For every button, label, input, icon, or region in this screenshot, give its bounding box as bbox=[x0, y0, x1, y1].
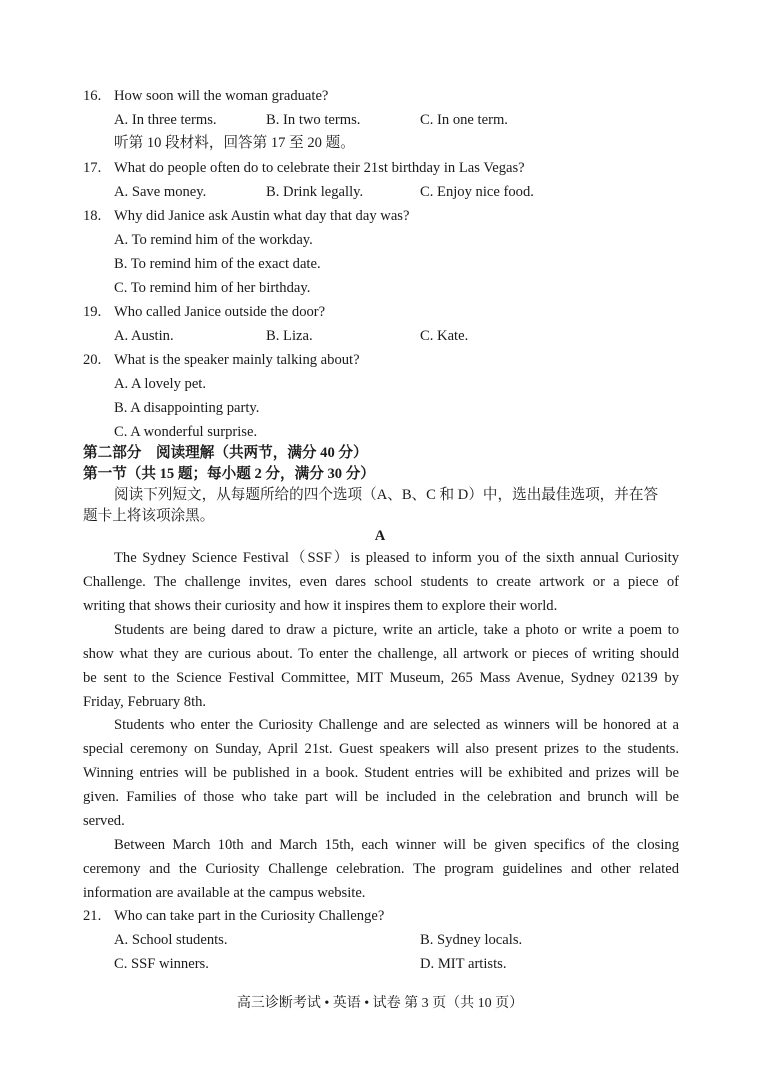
section-heading: 第一节（共 15 题；每小题 2 分，满分 30 分） bbox=[83, 466, 375, 482]
material-note: 听第 10 段材料，回答第 17 至 20 题。 bbox=[114, 135, 355, 151]
option-a: A. A lovely pet. bbox=[114, 376, 207, 392]
question-number: 18. bbox=[83, 208, 102, 224]
option-c: C. A wonderful surprise. bbox=[114, 424, 258, 440]
passage-line: Students are being dared to draw a picture, write an article, take a photo or write a poem to bbox=[114, 622, 679, 638]
option-c: C. To remind him of her birthday. bbox=[114, 280, 311, 296]
passage-line: writing that shows their curiosity and how it inspires them to explore their world. bbox=[83, 598, 558, 614]
question-text: Why did Janice ask Austin what day that day was? bbox=[114, 208, 410, 224]
question-text: How soon will the woman graduate? bbox=[114, 88, 329, 104]
option-c: C. SSF winners. bbox=[114, 956, 209, 972]
passage-line: The Sydney Science Festival（SSF）is pleased to inform you of the sixth annual Curiosity bbox=[114, 550, 679, 566]
passage-line: Students who enter the Curiosity Challenge and are selected as winners will be honored at a bbox=[114, 717, 679, 733]
question-number: 21. bbox=[83, 908, 102, 924]
passage-line: ceremony and the Curiosity Challenge celebration. The program guidelines and other related bbox=[83, 861, 679, 877]
passage-line: be sent to the Science Festival Committee, MIT Museum, 265 Mass Avenue, Sydney 02139 by bbox=[83, 670, 679, 686]
page-footer: 高三诊断考试 • 英语 • 试卷 第 3 页（共 10 页） bbox=[236, 996, 524, 1011]
passage-line: Winning entries will be published in a book. Student entries will be exhibited and prizes will be bbox=[83, 765, 679, 781]
instruction-line: 阅读下列短文，从每题所给的四个选项（A、B、C 和 D）中，选出最佳选项，并在答 bbox=[114, 487, 659, 503]
option-d: D. MIT artists. bbox=[420, 956, 507, 972]
question-number: 17. bbox=[83, 160, 102, 176]
question-text: Who called Janice outside the door? bbox=[114, 304, 326, 320]
question-text: What do people often do to celebrate their 21st birthday in Las Vegas? bbox=[114, 160, 525, 176]
option-b: B. Drink legally. bbox=[266, 184, 364, 200]
passage-line: served. bbox=[83, 813, 125, 829]
option-b: B. In two terms. bbox=[266, 112, 361, 128]
option-a: A. School students. bbox=[114, 932, 228, 948]
part-heading: 第二部分 阅读理解（共两节，满分 40 分） bbox=[83, 445, 368, 461]
passage-label: A bbox=[374, 528, 386, 544]
passage-line: Between March 10th and March 15th, each winner will be given specifics of the closing bbox=[114, 837, 679, 853]
option-c: C. In one term. bbox=[420, 112, 508, 128]
option-a: A. To remind him of the workday. bbox=[114, 232, 313, 248]
question-number: 19. bbox=[83, 304, 102, 320]
question-text: Who can take part in the Curiosity Challenge? bbox=[114, 908, 385, 924]
option-c: C. Enjoy nice food. bbox=[420, 184, 534, 200]
passage-line: Challenge. The challenge invites, even dares school students to create artwork or a piece of bbox=[83, 574, 679, 590]
question-number: 16. bbox=[83, 88, 102, 104]
option-b: B. Liza. bbox=[266, 328, 313, 344]
option-b: B. A disappointing party. bbox=[114, 400, 260, 416]
option-c: C. Kate. bbox=[420, 328, 469, 344]
passage-line: show what they are curious about. To enter the challenge, all artwork or pieces of writing should bbox=[83, 646, 679, 662]
passage-line: Friday, February 8th. bbox=[83, 694, 207, 710]
passage-line: special ceremony on Sunday, April 21st. Guest speakers will also present prizes to the students. bbox=[83, 741, 679, 757]
question-number: 20. bbox=[83, 352, 102, 368]
question-text: What is the speaker mainly talking about? bbox=[114, 352, 360, 368]
instruction-line: 题卡上将该项涂黑。 bbox=[83, 508, 215, 524]
passage-line: given. Families of those who take part will be included in the celebration and brunch will be bbox=[83, 789, 679, 805]
option-a: A. In three terms. bbox=[114, 112, 217, 128]
option-b: B. Sydney locals. bbox=[420, 932, 523, 948]
option-a: A. Save money. bbox=[114, 184, 207, 200]
option-b: B. To remind him of the exact date. bbox=[114, 256, 321, 272]
option-a: A. Austin. bbox=[114, 328, 174, 344]
passage-line: information are available at the campus website. bbox=[83, 885, 366, 901]
